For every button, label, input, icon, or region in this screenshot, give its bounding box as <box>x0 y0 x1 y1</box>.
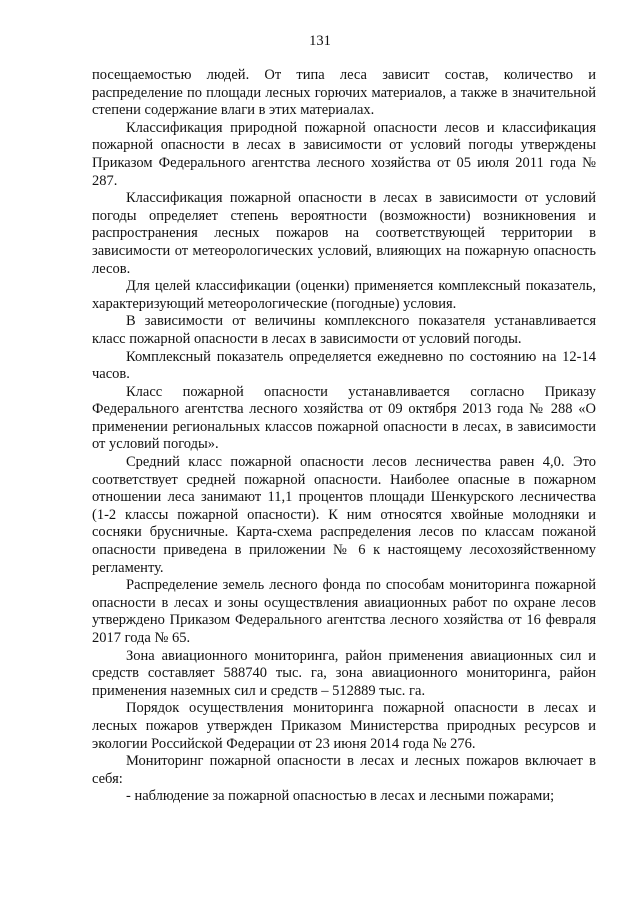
paragraph: - наблюдение за пожарной опасностью в лесах и лесными пожарами; <box>126 788 555 805</box>
paragraph: Класс пожарной опасности устанавливается согласно Приказу Федерального агентства лесного хозяйства от 09 октября 2013 года № 288 «О применении региональных классов пожарной опасности в лесах, в зависимости от условий погоды». <box>92 383 596 453</box>
paragraph: Мониторинг пожарной опасности в лесах и лесных пожаров включает в себя: <box>92 753 596 787</box>
paragraph: Классификация природной пожарной опасности лесов и классификация пожарной опасности в лесах в зависимости от условий погоды утверждены Приказом Федерального агентства лесного хозяйства от 05 июля 2011 года № 287. <box>92 119 596 189</box>
body-text <box>92 67 596 806</box>
paragraph: посещаемостью людей. От типа леса зависит состав, количество и распределение по площади лесных горючих материалов, а также в значительной степени содержание влаги в этих материалах. <box>92 67 596 119</box>
paragraph: В зависимости от величины комплексного показателя устанавливается класс пожарной опасности в лесах в зависимости от условий погоды. <box>92 313 596 347</box>
paragraph: Порядок осуществления мониторинга пожарной опасности в лесах и лесных пожаров утвержден Приказом Министерства природных ресурсов и экологии Российской Федерации от 23 июня 2014 года № 276. <box>92 700 596 752</box>
paragraph: Комплексный показатель определяется ежедневно по состоянию на 12-14 часов. <box>92 348 596 383</box>
paragraph: Распределение земель лесного фонда по способам мониторинга пожарной опасности в лесах и зоны осуществления авиационных работ по охране лесов утверждено Приказом Федерального агентства лесного хозяйства от 16 февраля 2017 года № 65. <box>92 577 596 646</box>
paragraph: Классификация пожарной опасности в лесах в зависимости от условий погоды определяет степень вероятности (возможности) возникновения и распространения лесных пожаров на соответствующей территории в зависимости от метеорологических условий, влияющих на пожарную опасность лесов. <box>92 190 596 277</box>
paragraph: Средний класс пожарной опасности лесов лесничества равен 4,0. Это соответствует средней пожарной опасности. Наиболее опасные в пожарном отношении леса занимают 11,1 процентов площади Шенкурского лесничества (1-2 классы пожарной опасности). К ним относятся хвойные молодняки и сосняки брусничные. Карта-схема распределения лесов по классам пожаной опасности приведена в приложении № 6 к настоящему лесохозяйственному регламенту. <box>92 454 596 576</box>
paragraph: Зона авиационного мониторинга, район применения авиационных сил и средств составляет 588740 тыс. га, зона авиационного мониторинга, район применения наземных сил и средств – 512889 тыс. га. <box>92 647 596 699</box>
paragraph: Для целей классификации (оценки) применяется комплексный показатель, характеризующий метеорологические (погодные) условия. <box>92 278 596 312</box>
page-number: 131 <box>309 33 331 49</box>
